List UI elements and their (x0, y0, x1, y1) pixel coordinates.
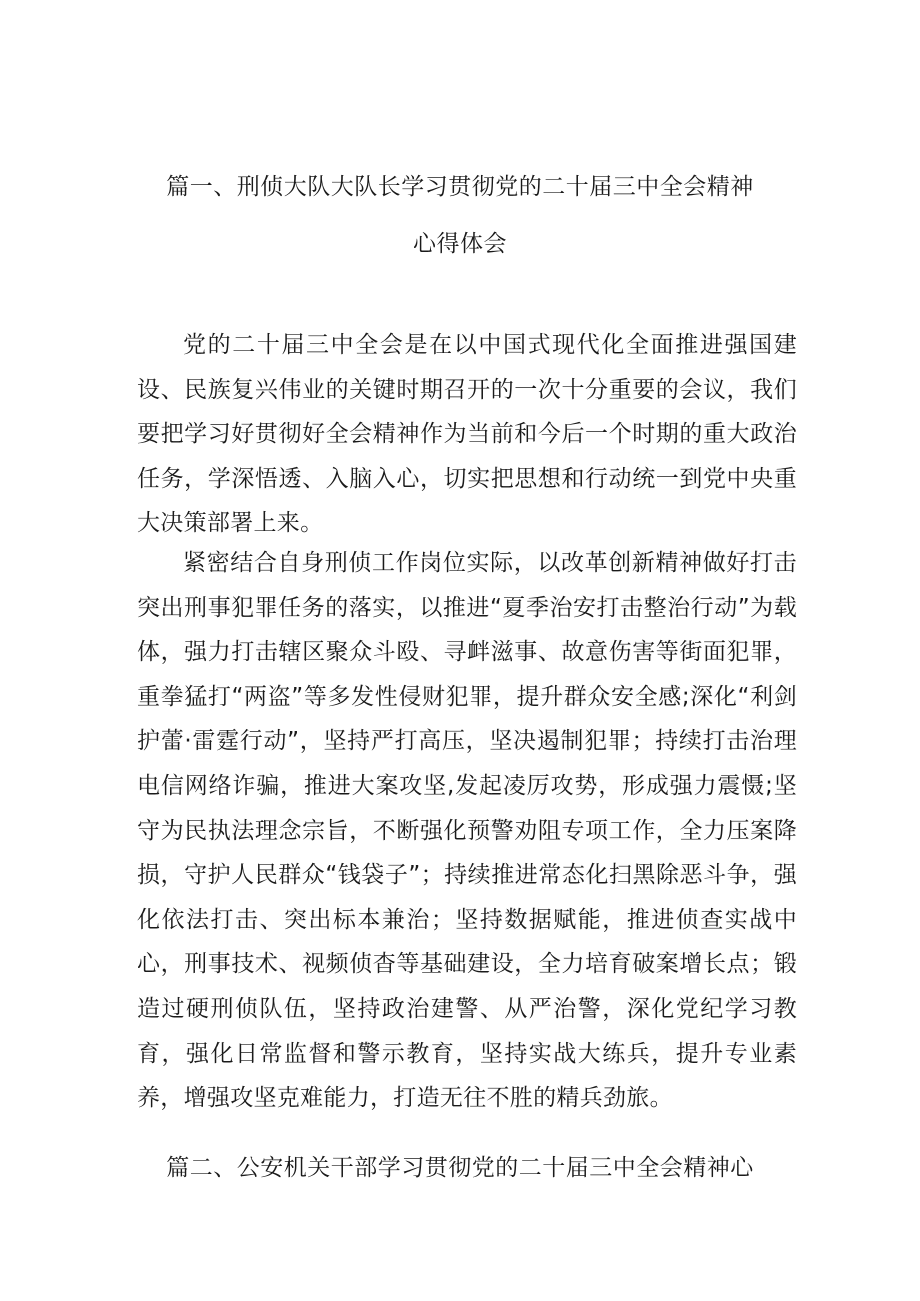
section1-paragraph-1: 党的二十届三中全会是在以中国式现代化全面推进强国建设、民族复兴伟业的关键时期召开的一次十分重要的会议，我们要把学习好贯彻好全会精神作为当前和今后一个时期的重大政治任务，学深悟透、入脑入心，切实把思想和行动统一到党中央重大决策部署上来。 (137, 332, 797, 537)
section1-title-line1: 篇一、刑侦大队大队长学习贯彻党的二十届三中全会精神 (166, 174, 754, 200)
section2-title-line1: 篇二、公安机关干部学习贯彻党的二十届三中全会精神心 (166, 1155, 754, 1181)
section1-title-line2: 心得体会 (413, 231, 507, 257)
section1-paragraph-2: 紧密结合自身刑侦工作岗位实际，以改革创新精神做好打击突出刑事犯罪任务的落实，以推进“夏季治安打击整治行动”为载体，强力打击辖区聚众斗殴、寻衅滋事、故意伤害等街面犯罪，重拳猛打“两盗”等多发性侵财犯罪，提升群众安全感;深化“利剑护蕾·雷霆行动”，坚持严打高压，坚决遏制犯罪；持续打击治理电信网络诈骗，推进大案攻坚,发起凌厉攻势，形成强力震慑;坚守为民执法理念宗旨，不断强化预警劝阻专项工作，全力压案降损，守护人民群众“钱袋子”；持续推进常态化扫黑除恶斗争，强化依法打击、突出标本兼治；坚持数据赋能，推进侦查实战中心，刑事技术、视频侦杳等基础建设，全力培育破案增长点；锻造过硬刑侦队伍，坚持政治建警、从严治警，深化党纪学习教育，强化日常监督和警示教育，坚持实战大练兵，提升专业素养，增强攻坚克难能力，打造无往不胜的精兵劲旅。 (137, 550, 797, 1112)
